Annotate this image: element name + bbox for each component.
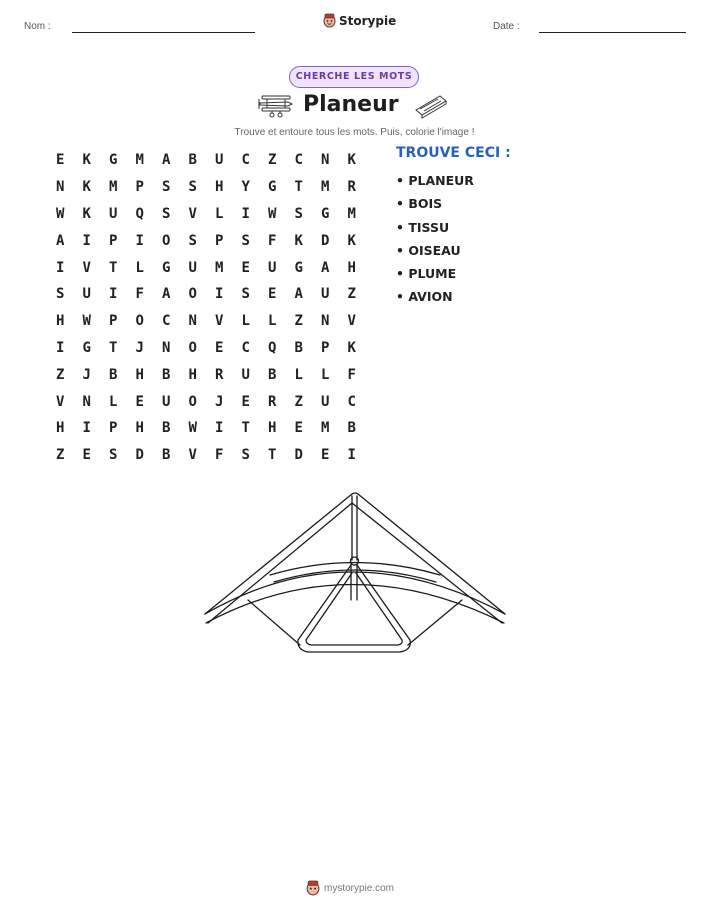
- grid-letter[interactable]: B: [347, 420, 356, 437]
- grid-row: [47, 254, 367, 281]
- grid-letter[interactable]: H: [188, 366, 197, 383]
- grid-letter[interactable]: S: [188, 232, 197, 249]
- grid-letter[interactable]: D: [135, 447, 144, 464]
- grid-letter[interactable]: K: [82, 205, 91, 222]
- grid-letter[interactable]: Z: [56, 447, 65, 464]
- grid-letter[interactable]: W: [188, 420, 197, 437]
- grid-letter[interactable]: D: [321, 232, 330, 249]
- grid-letter[interactable]: L: [135, 259, 144, 276]
- grid-letter[interactable]: E: [268, 286, 277, 303]
- grid-letter[interactable]: T: [241, 420, 250, 437]
- grid-letter[interactable]: I: [82, 420, 91, 437]
- grid-letter[interactable]: V: [347, 313, 356, 330]
- date-field[interactable]: [539, 32, 686, 33]
- grid-letter[interactable]: F: [347, 366, 356, 383]
- name-field[interactable]: [72, 32, 255, 33]
- grid-letter[interactable]: M: [215, 259, 224, 276]
- grid-letter[interactable]: U: [268, 259, 277, 276]
- grid-letter[interactable]: N: [82, 393, 91, 410]
- grid-letter[interactable]: U: [82, 286, 91, 303]
- grid-letter[interactable]: L: [215, 205, 224, 222]
- grid-letter[interactable]: R: [268, 393, 277, 410]
- grid-letter[interactable]: B: [294, 339, 303, 356]
- word-item: • OISEAU: [396, 242, 461, 258]
- grid-letter[interactable]: S: [109, 447, 118, 464]
- grid-row: [47, 227, 367, 254]
- grid-row: [47, 308, 367, 335]
- grid-letter[interactable]: T: [109, 339, 118, 356]
- grid-letter[interactable]: O: [188, 339, 197, 356]
- grid-letter[interactable]: C: [347, 393, 356, 410]
- grid-letter[interactable]: B: [162, 447, 171, 464]
- grid-letter[interactable]: E: [56, 152, 65, 169]
- grid-row: [47, 335, 367, 362]
- grid-letter[interactable]: B: [162, 366, 171, 383]
- word-item: • AVION: [396, 289, 453, 305]
- grid-letter[interactable]: L: [294, 366, 303, 383]
- grid-letter[interactable]: Z: [347, 286, 356, 303]
- grid-letter[interactable]: F: [135, 286, 144, 303]
- word-list-title: TROUVE CECI :: [396, 145, 511, 161]
- grid-letter[interactable]: K: [347, 232, 356, 249]
- grid-letter[interactable]: P: [109, 232, 118, 249]
- grid-letter[interactable]: K: [82, 152, 91, 169]
- grid-row: [47, 388, 367, 415]
- wood-plank-icon: [413, 93, 449, 119]
- word-item: • BOIS: [396, 196, 443, 212]
- grid-letter[interactable]: F: [215, 447, 224, 464]
- grid-letter[interactable]: B: [162, 420, 171, 437]
- grid-letter[interactable]: T: [268, 447, 277, 464]
- biplane-icon: [258, 93, 294, 119]
- grid-letter[interactable]: P: [321, 339, 330, 356]
- grid-letter[interactable]: S: [162, 205, 171, 222]
- grid-letter[interactable]: E: [82, 447, 91, 464]
- grid-letter[interactable]: N: [321, 313, 330, 330]
- grid-letter[interactable]: A: [294, 286, 303, 303]
- grid-letter[interactable]: U: [321, 286, 330, 303]
- grid-letter[interactable]: K: [347, 152, 356, 169]
- word-search-grid: [47, 147, 367, 469]
- grid-letter[interactable]: J: [215, 393, 224, 410]
- grid-row: [47, 201, 367, 228]
- grid-letter[interactable]: S: [188, 179, 197, 196]
- grid-letter[interactable]: C: [294, 152, 303, 169]
- grid-row: [47, 174, 367, 201]
- grid-letter[interactable]: V: [82, 259, 91, 276]
- grid-letter[interactable]: Z: [268, 152, 277, 169]
- grid-letter[interactable]: S: [241, 232, 250, 249]
- grid-letter[interactable]: G: [109, 152, 118, 169]
- word-list: [396, 172, 474, 312]
- grid-letter[interactable]: O: [188, 286, 197, 303]
- grid-row: [47, 415, 367, 442]
- grid-letter[interactable]: C: [241, 339, 250, 356]
- grid-letter[interactable]: E: [241, 259, 250, 276]
- grid-letter[interactable]: A: [321, 259, 330, 276]
- grid-letter[interactable]: M: [135, 152, 144, 169]
- grid-letter[interactable]: U: [162, 393, 171, 410]
- grid-letter[interactable]: G: [321, 205, 330, 222]
- grid-letter[interactable]: N: [321, 152, 330, 169]
- grid-letter[interactable]: S: [241, 447, 250, 464]
- grid-letter[interactable]: J: [135, 339, 144, 356]
- grid-letter[interactable]: I: [241, 205, 250, 222]
- grid-letter[interactable]: H: [268, 420, 277, 437]
- grid-letter[interactable]: S: [162, 179, 171, 196]
- grid-letter[interactable]: N: [162, 339, 171, 356]
- grid-letter[interactable]: G: [162, 259, 171, 276]
- grid-letter[interactable]: N: [56, 179, 65, 196]
- grid-letter[interactable]: F: [268, 232, 277, 249]
- grid-letter[interactable]: K: [294, 232, 303, 249]
- grid-letter[interactable]: T: [294, 179, 303, 196]
- grid-letter[interactable]: B: [268, 366, 277, 383]
- grid-letter[interactable]: P: [109, 313, 118, 330]
- date-label: Date :: [493, 21, 520, 32]
- name-label: Nom :: [24, 21, 51, 32]
- activity-badge: CHERCHE LES MOTS: [289, 66, 419, 88]
- grid-letter[interactable]: L: [268, 313, 277, 330]
- grid-letter[interactable]: A: [162, 152, 171, 169]
- storypie-mascot-icon: [306, 880, 320, 896]
- grid-letter[interactable]: I: [347, 447, 356, 464]
- grid-letter[interactable]: I: [215, 286, 224, 303]
- brand-logo: [323, 13, 396, 28]
- grid-letter[interactable]: S: [56, 286, 65, 303]
- grid-letter[interactable]: W: [56, 205, 65, 222]
- grid-letter[interactable]: U: [321, 393, 330, 410]
- footer: [306, 880, 394, 896]
- word-item: • PLUME: [396, 266, 457, 282]
- grid-letter[interactable]: G: [294, 259, 303, 276]
- grid-letter[interactable]: T: [109, 259, 118, 276]
- grid-row: [47, 147, 367, 174]
- grid-letter[interactable]: V: [188, 205, 197, 222]
- grid-letter[interactable]: L: [241, 313, 250, 330]
- instructions: Trouve et entoure tous les mots. Puis, colorie l'image !: [234, 127, 475, 138]
- grid-letter[interactable]: L: [321, 366, 330, 383]
- grid-letter[interactable]: U: [241, 366, 250, 383]
- grid-letter[interactable]: G: [82, 339, 91, 356]
- grid-letter[interactable]: I: [135, 232, 144, 249]
- grid-letter[interactable]: O: [135, 313, 144, 330]
- grid-letter[interactable]: Z: [294, 393, 303, 410]
- storypie-mascot-icon: [323, 13, 336, 28]
- grid-letter[interactable]: R: [347, 179, 356, 196]
- grid-letter[interactable]: E: [215, 339, 224, 356]
- grid-letter[interactable]: B: [188, 152, 197, 169]
- grid-letter[interactable]: M: [347, 205, 356, 222]
- grid-letter[interactable]: I: [215, 420, 224, 437]
- grid-letter[interactable]: I: [56, 339, 65, 356]
- grid-letter[interactable]: H: [135, 420, 144, 437]
- grid-letter[interactable]: E: [294, 420, 303, 437]
- grid-letter[interactable]: O: [162, 232, 171, 249]
- grid-row: [47, 361, 367, 388]
- footer-url[interactable]: mystorypie.com: [324, 882, 395, 894]
- page-title: Planeur: [303, 92, 399, 117]
- hang-glider-illustration: [200, 490, 510, 662]
- grid-letter[interactable]: O: [188, 393, 197, 410]
- grid-letter[interactable]: U: [109, 205, 118, 222]
- grid-letter[interactable]: G: [268, 179, 277, 196]
- grid-letter[interactable]: H: [56, 420, 65, 437]
- grid-letter[interactable]: B: [109, 366, 118, 383]
- grid-letter[interactable]: U: [188, 259, 197, 276]
- grid-letter[interactable]: H: [347, 259, 356, 276]
- grid-row: [47, 442, 367, 469]
- grid-letter[interactable]: Q: [268, 339, 277, 356]
- grid-letter[interactable]: U: [215, 152, 224, 169]
- grid-letter[interactable]: W: [268, 205, 277, 222]
- grid-letter[interactable]: Z: [56, 366, 65, 383]
- grid-letter[interactable]: V: [188, 447, 197, 464]
- grid-letter[interactable]: K: [347, 339, 356, 356]
- grid-letter[interactable]: R: [215, 366, 224, 383]
- grid-letter[interactable]: S: [241, 286, 250, 303]
- brand-name: Storypie: [339, 13, 397, 28]
- grid-letter[interactable]: A: [162, 286, 171, 303]
- grid-letter[interactable]: I: [56, 259, 65, 276]
- grid-letter[interactable]: C: [162, 313, 171, 330]
- grid-letter[interactable]: Y: [241, 179, 250, 196]
- grid-letter[interactable]: I: [109, 286, 118, 303]
- grid-letter[interactable]: N: [188, 313, 197, 330]
- grid-letter[interactable]: K: [82, 179, 91, 196]
- grid-letter[interactable]: D: [294, 447, 303, 464]
- grid-letter[interactable]: H: [56, 313, 65, 330]
- word-item: • TISSU: [396, 219, 450, 235]
- grid-letter[interactable]: S: [294, 205, 303, 222]
- grid-letter[interactable]: E: [135, 393, 144, 410]
- grid-letter[interactable]: A: [56, 232, 65, 249]
- grid-letter[interactable]: M: [321, 179, 330, 196]
- grid-letter[interactable]: E: [241, 393, 250, 410]
- grid-letter[interactable]: M: [321, 420, 330, 437]
- grid-letter[interactable]: M: [109, 179, 118, 196]
- grid-letter[interactable]: P: [109, 420, 118, 437]
- grid-letter[interactable]: H: [135, 366, 144, 383]
- grid-letter[interactable]: Z: [294, 313, 303, 330]
- grid-letter[interactable]: W: [82, 313, 91, 330]
- grid-row: [47, 281, 367, 308]
- grid-letter[interactable]: Q: [135, 205, 144, 222]
- grid-letter[interactable]: E: [321, 447, 330, 464]
- grid-letter[interactable]: J: [82, 366, 91, 383]
- grid-letter[interactable]: L: [109, 393, 118, 410]
- grid-letter[interactable]: I: [82, 232, 91, 249]
- grid-letter[interactable]: P: [135, 179, 144, 196]
- grid-letter[interactable]: P: [215, 232, 224, 249]
- grid-letter[interactable]: C: [241, 152, 250, 169]
- grid-letter[interactable]: V: [56, 393, 65, 410]
- grid-letter[interactable]: V: [215, 313, 224, 330]
- grid-letter[interactable]: H: [215, 179, 224, 196]
- word-item: • PLANEUR: [396, 173, 474, 188]
